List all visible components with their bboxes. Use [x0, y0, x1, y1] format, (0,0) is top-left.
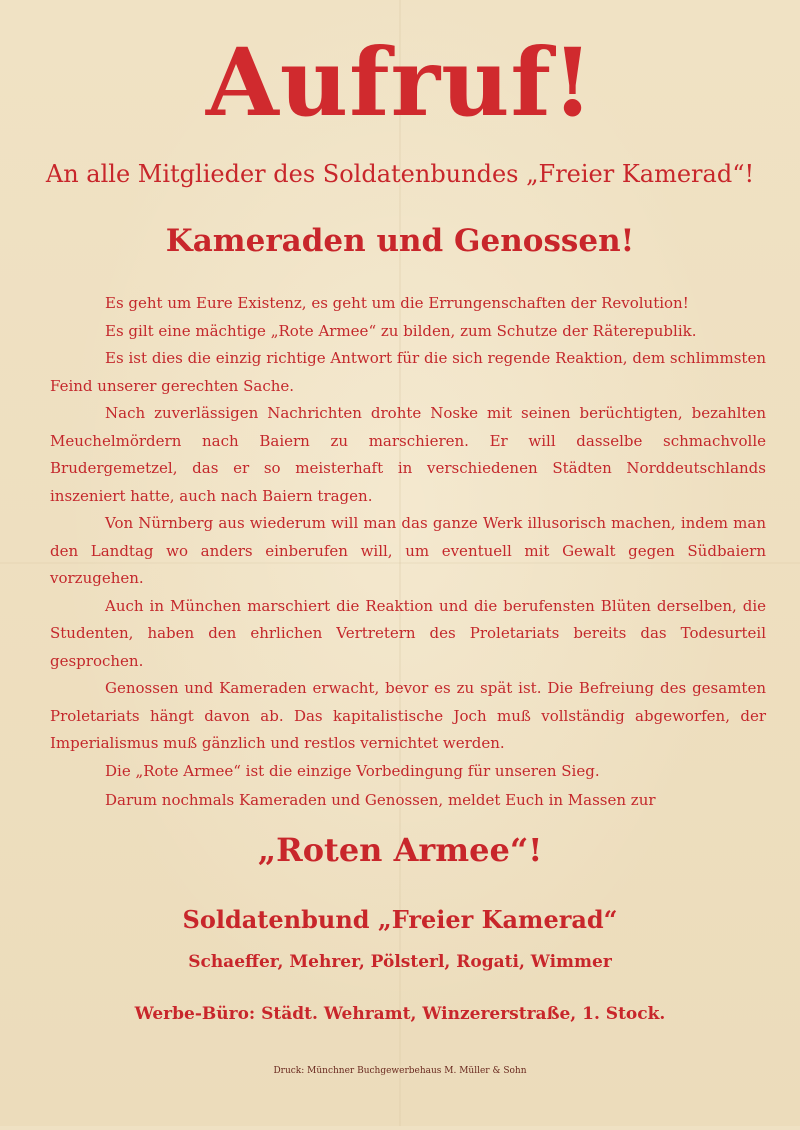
signer-organization: Soldatenbund „Freier Kamerad“	[182, 905, 618, 934]
paragraph: Auch in München marschiert die Reaktion und die berufensten Blüten derselben, die Studenten, haben den ehrlichen Vertretern des Proletariats bereits das Todesurteil gesprochen.	[50, 596, 766, 670]
paragraph: Genossen und Kameraden erwacht, bevor es zu spät ist. Die Befreiung des gesamten Proletariats hängt davon ab. Das kapitalistische Joch muß vollständig abgeworfen, der Imperialismus muß gänzlich und restlos vernichtet werden.	[50, 679, 766, 752]
body-text	[50, 290, 766, 815]
recruitment-office: Werbe-Büro: Städt. Wehramt, Winzererstraße, 1. Stock.	[134, 1004, 666, 1024]
signer-names: Schaeffer, Mehrer, Pölsterl, Rogati, Wimmer	[188, 952, 612, 972]
paragraph: Es geht um Eure Existenz, es geht um die Errungenschaften der Revolution!	[105, 294, 689, 312]
poster-subtitle: An alle Mitglieder des Soldatenbundes „Freier Kamerad“!	[45, 160, 755, 188]
paragraph: Die „Rote Armee“ ist die einzige Vorbedingung für unseren Sieg.	[105, 761, 600, 780]
printer-imprint: Druck: Münchner Buchgewerbehaus M. Müller & Sohn	[273, 1066, 527, 1076]
salutation-heading: Kameraden und Genossen!	[165, 223, 635, 259]
red-army-heading: „Roten Armee“!	[257, 831, 543, 869]
paragraph: Darum nochmals Kameraden und Genossen, meldet Euch in Massen zur	[105, 791, 656, 809]
paragraph: Es ist dies die einzig richtige Antwort für die sich regende Reaktion, dem schlimmsten Feind unserer gerechten Sache.	[50, 349, 766, 395]
paragraph: Es gilt eine mächtige „Rote Armee“ zu bilden, zum Schutze der Räterepublik.	[105, 321, 697, 340]
poster-title: Aufruf!	[205, 28, 595, 138]
paragraph: Nach zuverlässigen Nachrichten drohte Noske mit seinen berüchtigten, bezahlten Meuchelmördern nach Baiern zu marschieren. Er will dasselbe schmachvolle Brudergemetzel, das er so meisterhaft in verschiedenen Städten Norddeutschlands inszeniert hatte, auch nach Baiern tragen.	[50, 404, 766, 505]
paragraph: Von Nürnberg aus wiederum will man das ganze Werk illusorisch machen, indem man den Landtag wo anders einberufen will, um eventuell mit Gewalt gegen Südbaiern vorzugehen.	[50, 514, 766, 587]
